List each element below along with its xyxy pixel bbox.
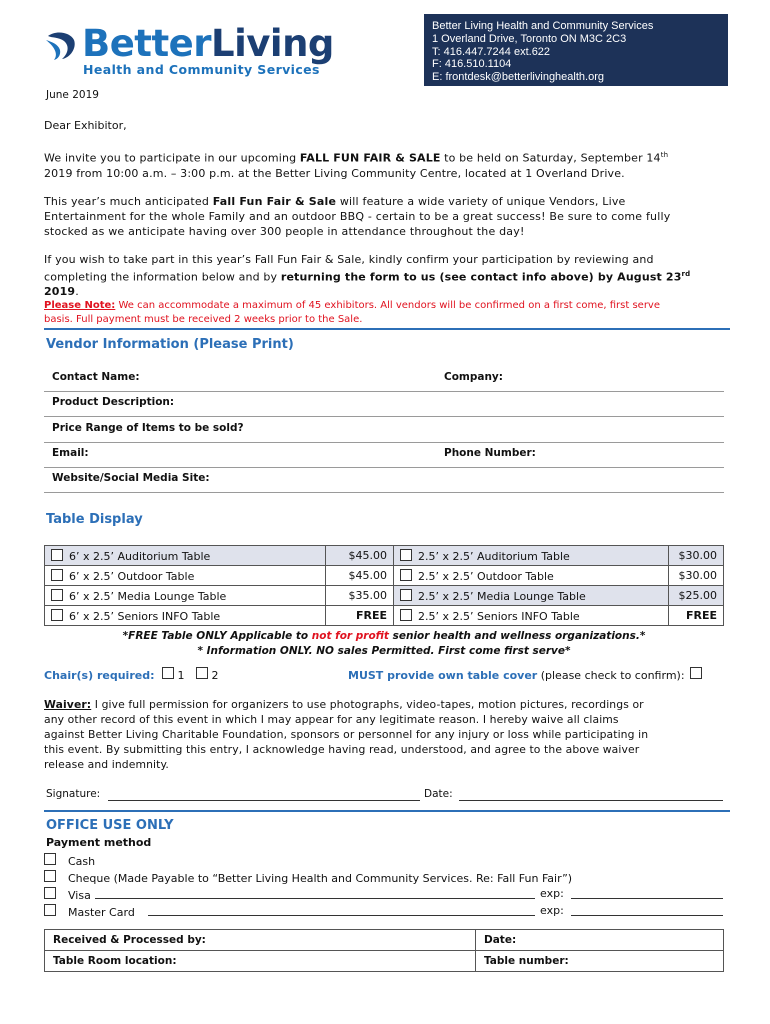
- received-by-cell[interactable]: Received & Processed by:: [45, 930, 476, 951]
- price-range-label: Price Range of Items to be sold?: [52, 422, 244, 434]
- email-label: Email:: [52, 447, 89, 459]
- waiver-text: Waiver: I give full permission for organizers to use photographs, video-tapes, motion pictures, recordings or any other record of this event in which I may appear for any legitimate reason. I hereby waive all claims against Better Living Charitable Foundation, sponsors or personnel for any injury or loss while participating in this event. By submitting this entry, I acknowledge having read, understood, and agree to the above waiver release and indemnity.: [44, 698, 649, 771]
- table-option-right-price: $25.00: [669, 586, 724, 606]
- logo-subtitle: Health and Community Services: [83, 62, 320, 77]
- signature-label: Signature:: [46, 788, 101, 800]
- checkbox[interactable]: [51, 549, 63, 561]
- vendor-section-title: Vendor Information (Please Print): [46, 337, 294, 352]
- table-options: [44, 545, 724, 626]
- table-option-left-price: $45.00: [326, 566, 394, 586]
- table-option-row: [45, 566, 724, 586]
- payment-mastercard[interactable]: Master Card: [44, 904, 572, 921]
- paragraph-3: If you wish to take part in this year’s Fall Fun Fair & Sale, kindly confirm your participation by reviewing and completing the information below and by returning the form to us (see contact info above) by August 23rd 2019.: [44, 252, 691, 299]
- table-option-right-price: $30.00: [669, 546, 724, 566]
- chair-2-checkbox[interactable]: [196, 667, 208, 679]
- table-option-right[interactable]: 2.5’ x 2.5’ Seniors INFO Table: [394, 606, 669, 626]
- table-display-title: Table Display: [46, 512, 143, 527]
- paragraph-2: This year’s much anticipated Fall Fun Fair & Sale will feature a wide variety of unique Vendors, Live Entertainment for the whole Family and an outdoor BBQ - certain to be a great success! Be sure to come fully stocked as we anticipate having over 300 people in attendance throughout the day!: [44, 194, 671, 238]
- checkbox[interactable]: [51, 589, 63, 601]
- waiver-date-line[interactable]: [459, 800, 723, 801]
- letter-body: [44, 118, 734, 327]
- table-option-left[interactable]: 6’ x 2.5’ Seniors INFO Table: [45, 606, 326, 626]
- table-option-left[interactable]: 6’ x 2.5’ Media Lounge Table: [45, 586, 326, 606]
- table-option-right[interactable]: 2.5’ x 2.5’ Media Lounge Table: [394, 586, 669, 606]
- chair-2-label: 2: [211, 669, 219, 682]
- table-option-right[interactable]: 2.5’ x 2.5’ Outdoor Table: [394, 566, 669, 586]
- contact-org: Better Living Health and Community Services: [432, 20, 654, 32]
- logo-wordmark: BetterLiving: [82, 22, 334, 65]
- checkbox[interactable]: [400, 589, 412, 601]
- table-cover-confirm: MUST provide own table cover (please check to confirm):: [348, 667, 702, 682]
- checkbox[interactable]: [400, 609, 412, 621]
- payment-options: [44, 853, 572, 921]
- paragraph-1: We invite you to participate in our upcoming FALL FUN FAIR & SALE to be held on Saturday, September 14th 2019 from 10:00 a.m. – 3:00 p.m. at the Better Living Community Centre, located at 1 Overland Drive.: [44, 151, 669, 180]
- table-number-cell[interactable]: Table number:: [476, 951, 724, 972]
- letter-date: June 2019: [46, 89, 99, 101]
- table-option-left-price: $35.00: [326, 586, 394, 606]
- mastercard-number-line[interactable]: [148, 915, 535, 916]
- chair-1-label: 1: [177, 669, 185, 682]
- signature-line[interactable]: [108, 800, 420, 801]
- free-table-note: *FREE Table ONLY Applicable to not for profit senior health and wellness organizations.* * Information ONLY. NO sales Permitted. First come first serve*: [44, 629, 724, 659]
- website-label: Website/Social Media Site:: [52, 472, 210, 484]
- chair-1-checkbox[interactable]: [162, 667, 174, 679]
- payment-visa[interactable]: Visa: [44, 887, 572, 904]
- checkbox[interactable]: [400, 569, 412, 581]
- office-use-title: OFFICE USE ONLY: [46, 818, 174, 833]
- contact-company-row[interactable]: [44, 367, 724, 392]
- visa-exp-label: exp:: [540, 887, 564, 900]
- table-room-cell[interactable]: Table Room location:: [45, 951, 476, 972]
- phone-label: Phone Number:: [444, 447, 536, 459]
- checkbox[interactable]: [400, 549, 412, 561]
- table-option-right-price: FREE: [669, 606, 724, 626]
- mastercard-exp-label: exp:: [540, 904, 564, 917]
- payment-cheque[interactable]: Cheque (Made Payable to “Better Living Health and Community Services. Re: Fall Fun Fair”): [44, 870, 572, 887]
- divider: [44, 328, 730, 330]
- please-note: Please Note: We can accommodate a maximum of 45 exhibitors. All vendors will be confirmed on a first come, first serve basis. Full payment must be received 2 weeks prior to the Sale.: [44, 300, 661, 326]
- salutation: Dear Exhibitor,: [44, 119, 127, 132]
- contact-fax: F: 416.510.1104: [432, 58, 512, 71]
- product-row[interactable]: [44, 392, 724, 417]
- contact-name-label: Contact Name:: [52, 371, 140, 383]
- table-cover-checkbox[interactable]: [690, 667, 702, 679]
- office-processing-table: [44, 929, 724, 972]
- price-range-row[interactable]: [44, 418, 724, 443]
- contact-phone: T: 416.447.7244 ext.622: [432, 45, 551, 58]
- table-option-row: [45, 586, 724, 606]
- divider: [44, 810, 730, 812]
- company-label: Company:: [444, 371, 503, 383]
- table-option-right-price: $30.00: [669, 566, 724, 586]
- table-option-right[interactable]: 2.5’ x 2.5’ Auditorium Table: [394, 546, 669, 566]
- info-only-note: * Information ONLY. NO sales Permitted. First come first serve*: [197, 645, 571, 657]
- waiver-date-label: Date:: [424, 788, 453, 800]
- table-option-row: [45, 546, 724, 566]
- contact-info-box: [424, 14, 728, 86]
- chairs-required: Chair(s) required: 1 2: [44, 669, 219, 682]
- table-option-left[interactable]: 6’ x 2.5’ Outdoor Table: [45, 566, 326, 586]
- checkbox[interactable]: [51, 609, 63, 621]
- product-label: Product Description:: [52, 396, 175, 408]
- checkbox[interactable]: [51, 569, 63, 581]
- payment-cash[interactable]: Cash: [44, 853, 572, 870]
- website-row[interactable]: [44, 468, 724, 493]
- contact-email: E: frontdesk@betterlivinghealth.org: [432, 71, 604, 84]
- contact-address: 1 Overland Drive, Toronto ON M3C 2C3: [432, 32, 627, 45]
- visa-exp-line[interactable]: [571, 898, 723, 899]
- visa-number-line[interactable]: [95, 898, 535, 899]
- logo-swirl-icon: [44, 28, 78, 62]
- mastercard-exp-line[interactable]: [571, 915, 723, 916]
- table-option-left-price: $45.00: [326, 546, 394, 566]
- office-date-cell[interactable]: Date:: [476, 930, 724, 951]
- table-option-left-price: FREE: [326, 606, 394, 626]
- email-phone-row[interactable]: [44, 443, 724, 468]
- payment-method-label: Payment method: [46, 836, 152, 849]
- table-option-left[interactable]: 6’ x 2.5’ Auditorium Table: [45, 546, 326, 566]
- table-option-row: [45, 606, 724, 626]
